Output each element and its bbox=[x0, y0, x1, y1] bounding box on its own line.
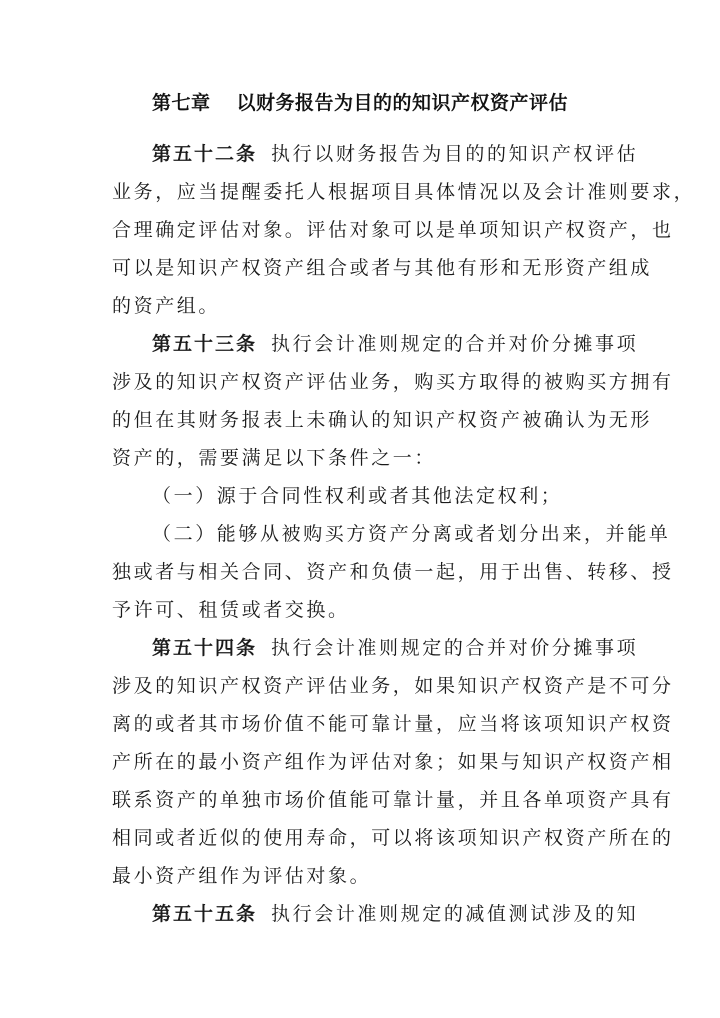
article-55-label: 第五十五条 bbox=[152, 903, 258, 925]
article-52-line: 业务，应当提醒委托人根据项目具体情况以及会计准则要求， bbox=[112, 181, 696, 203]
chapter-title bbox=[0, 88, 720, 115]
article-55-first-line bbox=[152, 902, 672, 926]
article-52-first-line bbox=[152, 142, 672, 166]
article-53-condition-2: （二）能够从被购买方资产分离或者划分出来，并能单 bbox=[152, 523, 671, 545]
article-53-first-line bbox=[152, 332, 672, 356]
article-54-line: 最小资产组作为评估对象。 bbox=[112, 865, 372, 887]
article-52-label: 第五十二条 bbox=[152, 143, 258, 165]
article-54-label: 第五十四条 bbox=[152, 637, 258, 659]
article-52-line: 合理确定评估对象。评估对象可以是单项知识产权资产，也 bbox=[112, 219, 674, 241]
article-52-text: 执行以财务报告为目的的知识产权评估 bbox=[271, 143, 639, 165]
article-53-text: 执行会计准则规定的合并对价分摊事项 bbox=[271, 333, 639, 355]
article-53-line: 涉及的知识产权资产评估业务，购买方取得的被购买方拥有 bbox=[112, 371, 674, 393]
article-54-line: 联系资产的单独市场价值能可靠计量，并且各单项资产具有 bbox=[112, 789, 674, 811]
article-55-text: 执行会计准则规定的减值测试涉及的知 bbox=[271, 903, 639, 925]
article-53-line: 独或者与相关合同、资产和负债一起，用于出售、转移、授 bbox=[112, 561, 674, 583]
article-53-label: 第五十三条 bbox=[152, 333, 258, 355]
article-54-line: 涉及的知识产权资产评估业务，如果知识产权资产是不可分 bbox=[112, 675, 674, 697]
article-54-line: 相同或者近似的使用寿命，可以将该项知识产权资产所在的 bbox=[112, 827, 674, 849]
article-52-line: 可以是知识产权资产组合或者与其他有形和无形资产组成 bbox=[112, 257, 653, 279]
article-53-line: 资产的，需要满足以下条件之一： bbox=[112, 447, 437, 469]
article-53-condition-1: （一）源于合同性权利或者其他法定权利； bbox=[152, 485, 563, 507]
chapter-number: 第七章 bbox=[151, 92, 211, 114]
article-54-line: 产所在的最小资产组作为评估对象；如果与知识产权资产相 bbox=[112, 751, 674, 773]
chapter-heading: 以财务报告为目的的知识产权资产评估 bbox=[236, 92, 569, 114]
article-53-line: 的但在其财务报表上未确认的知识产权资产被确认为无形 bbox=[112, 409, 653, 431]
article-52-line: 的资产组。 bbox=[112, 295, 221, 317]
article-53-line: 予许可、租赁或者交换。 bbox=[112, 599, 350, 621]
article-54-line: 离的或者其市场价值不能可靠计量，应当将该项知识产权资 bbox=[112, 713, 674, 735]
article-54-first-line bbox=[152, 636, 672, 660]
article-54-text: 执行会计准则规定的合并对价分摊事项 bbox=[271, 637, 639, 659]
